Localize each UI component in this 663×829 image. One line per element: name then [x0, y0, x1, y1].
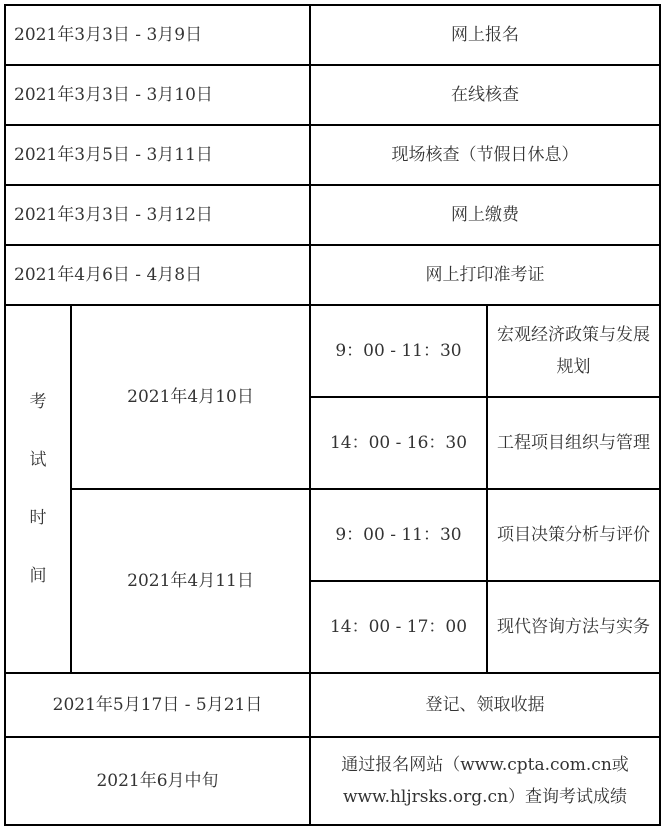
- exam-date: 2021年4月11日: [71, 489, 310, 673]
- schedule-task: 现场核查（节假日休息）: [310, 125, 660, 185]
- exam-subject: 工程项目组织与管理: [487, 397, 660, 489]
- exam-schedule-table: [4, 4, 661, 826]
- exam-date: 2021年4月10日: [71, 305, 310, 489]
- schedule-period: 2021年5月17日 - 5月21日: [5, 673, 310, 737]
- exam-time-label-char: 时: [29, 508, 47, 528]
- schedule-task: 网上缴费: [310, 185, 660, 245]
- exam-time-label-char: 考: [29, 392, 47, 412]
- exam-session-row: [5, 489, 660, 581]
- schedule-row: [5, 737, 660, 825]
- schedule-row: [5, 125, 660, 185]
- exam-subject: 现代咨询方法与实务: [487, 581, 660, 673]
- schedule-row: [5, 185, 660, 245]
- exam-time-label: [5, 305, 71, 673]
- schedule-period: 2021年4月6日 - 4月8日: [5, 245, 310, 305]
- schedule-task: 网上报名: [310, 5, 660, 65]
- exam-time-label-char: 间: [29, 566, 47, 586]
- schedule-row: [5, 5, 660, 65]
- schedule-period: 2021年3月3日 - 3月12日: [5, 185, 310, 245]
- schedule-period: 2021年3月5日 - 3月11日: [5, 125, 310, 185]
- schedule-task: 登记、领取收据: [310, 673, 660, 737]
- schedule-task: 网上打印准考证: [310, 245, 660, 305]
- exam-session-time: 14：00 - 16：30: [310, 397, 487, 489]
- schedule-period: 2021年3月3日 - 3月10日: [5, 65, 310, 125]
- schedule-row: [5, 245, 660, 305]
- schedule-period: 2021年3月3日 - 3月9日: [5, 5, 310, 65]
- exam-subject: 项目决策分析与评价: [487, 489, 660, 581]
- exam-session-time: 9：00 - 11：30: [310, 489, 487, 581]
- exam-subject: 宏观经济政策与发展规划: [487, 305, 660, 397]
- exam-time-label-char: 试: [29, 450, 47, 470]
- schedule-row: [5, 673, 660, 737]
- schedule-task: 在线核查: [310, 65, 660, 125]
- schedule-task: 通过报名网站（www.cpta.com.cn或www.hljrsks.org.cn）查询考试成绩: [310, 737, 660, 825]
- exam-session-time: 9：00 - 11：30: [310, 305, 487, 397]
- exam-session-row: [5, 305, 660, 397]
- schedule-row: [5, 65, 660, 125]
- exam-session-time: 14：00 - 17：00: [310, 581, 487, 673]
- schedule-period: 2021年6月中旬: [5, 737, 310, 825]
